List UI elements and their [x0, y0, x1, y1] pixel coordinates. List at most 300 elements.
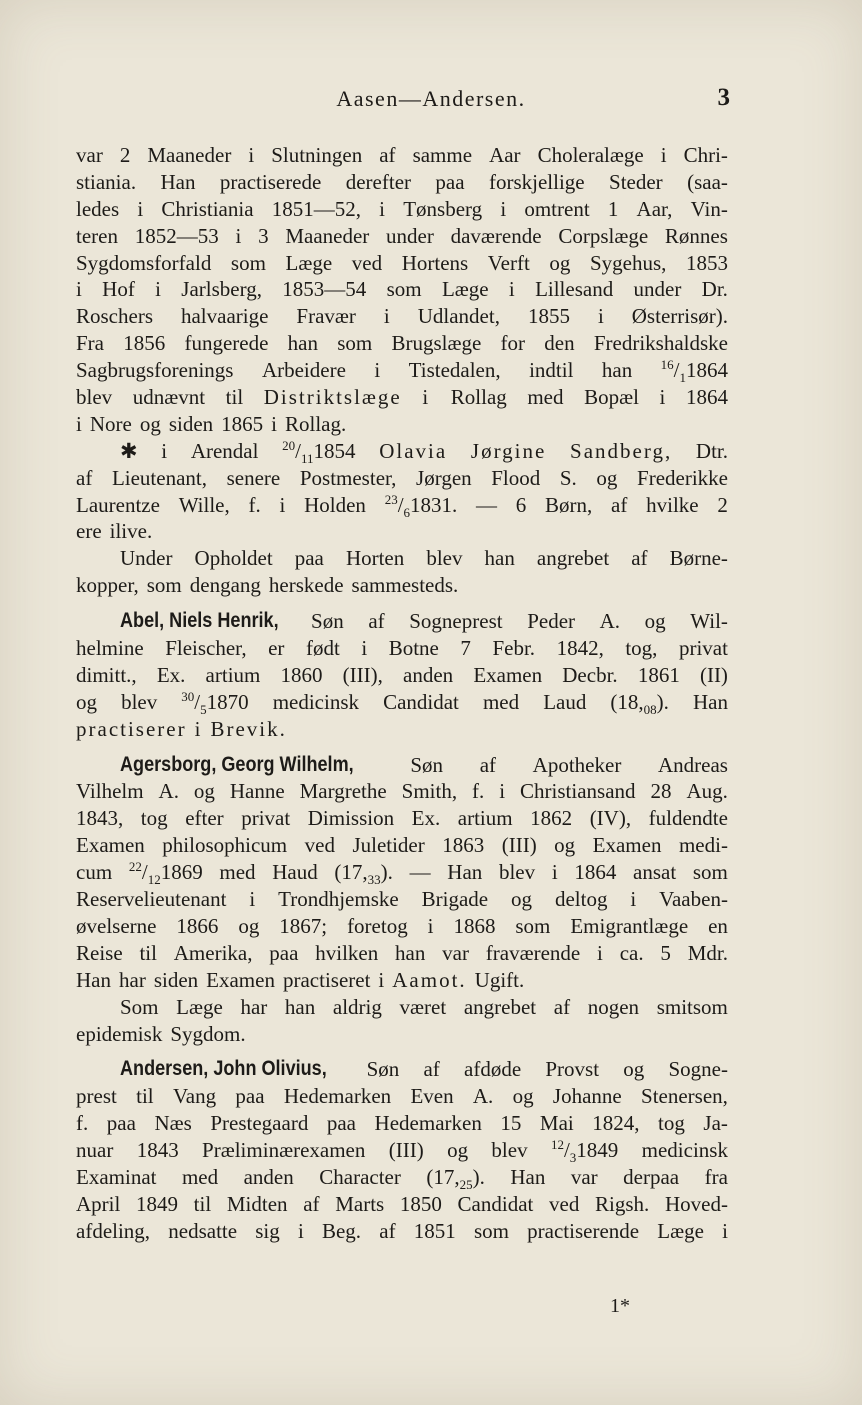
word: f. [248, 492, 261, 517]
word: Jørgine [470, 438, 547, 463]
word: i [248, 143, 255, 167]
word: i [271, 411, 277, 436]
text-line [76, 169, 728, 196]
word: Slutningen [271, 143, 363, 167]
word: Wil- [690, 609, 728, 634]
word: Examen [473, 662, 543, 687]
word: paa [269, 940, 299, 965]
word: medi- [678, 833, 728, 858]
word: 1865 [221, 411, 264, 436]
word: paa [435, 169, 465, 194]
word: Provst [545, 1057, 600, 1082]
word: har [119, 967, 146, 992]
text-line [76, 250, 728, 277]
word: Brugslæge [391, 331, 482, 356]
word: cum [76, 860, 113, 885]
word: A. [599, 609, 621, 634]
word: 1864 [574, 860, 617, 885]
word: Hedemarken [374, 1111, 482, 1136]
word: angrebet [536, 546, 610, 571]
word: siden [153, 967, 199, 992]
word: f. [76, 1111, 89, 1136]
text-line [76, 994, 728, 1021]
word: Ex. [156, 662, 186, 687]
word: — [409, 860, 431, 885]
word: Wille, [178, 492, 230, 517]
word: Corpslæge [558, 223, 649, 248]
word: Sandberg, [570, 438, 673, 463]
word: derefter [345, 169, 412, 194]
word: (III), [342, 662, 383, 687]
word: 28 [650, 779, 672, 804]
word: og [238, 913, 260, 938]
word: Søn [366, 1057, 400, 1082]
word: og [447, 1138, 469, 1163]
running-title: Aasen—Andersen. [336, 86, 526, 111]
text-line [76, 572, 728, 599]
word: hvilke [646, 492, 699, 517]
word: i [500, 196, 507, 221]
word: daværende [450, 223, 542, 248]
word: Læge [657, 1218, 704, 1243]
word: en [708, 913, 728, 938]
text-line [76, 635, 728, 662]
word: senere [226, 465, 281, 490]
word: og [623, 1057, 645, 1082]
word: 1 [607, 196, 619, 221]
word: blev [76, 385, 113, 410]
word: til [193, 1191, 212, 1216]
word: Andreas [657, 752, 728, 777]
word: Sygdom. [170, 1021, 246, 1046]
word: i [378, 967, 385, 992]
word: i [659, 385, 666, 410]
word: 1853 [686, 250, 728, 275]
date-or-grade: $^{20}/_{11}1854$ [282, 437, 356, 466]
word: Even [410, 1084, 454, 1109]
word: medicinsk [272, 689, 360, 714]
word: Børne- [669, 546, 728, 571]
word: i [427, 913, 434, 938]
word: omtrent [524, 196, 590, 221]
word: Laurentze [76, 492, 160, 517]
word: Roschers [76, 304, 153, 329]
word: i [155, 277, 161, 302]
word: til [136, 1084, 154, 1109]
word: paa [106, 1111, 136, 1136]
word: tog [140, 806, 168, 831]
word: i [279, 492, 286, 517]
text-line [76, 465, 728, 492]
body-text [76, 142, 728, 1245]
word: i [161, 438, 168, 463]
text-line [76, 832, 728, 859]
word: (III) [501, 833, 537, 858]
word: Examinat [76, 1164, 157, 1189]
word: April [76, 1191, 121, 1216]
word: blev [426, 546, 463, 571]
word: i [76, 411, 82, 436]
word: Ex. [411, 806, 441, 831]
word: Han [447, 860, 483, 885]
text-line [76, 752, 728, 779]
text-line [76, 1218, 728, 1245]
word: paa [294, 546, 324, 571]
word: ere [76, 519, 102, 544]
word: den [544, 331, 575, 356]
word: for [500, 331, 526, 356]
word: Steder [609, 169, 663, 194]
word: privat [241, 806, 291, 831]
word: han [395, 940, 426, 965]
text-line [76, 662, 728, 689]
word: og [549, 250, 571, 275]
word: Johanne [552, 1084, 622, 1109]
word: ved [351, 250, 383, 275]
word: Dimission [307, 806, 395, 831]
word: Udlandet, [417, 304, 500, 329]
word: forskjellige [488, 169, 585, 194]
word: er [268, 636, 285, 661]
word: (II) [699, 662, 728, 687]
word: blev [491, 1138, 528, 1163]
word: sammesteds. [351, 573, 459, 598]
word: Fredrikshaldske [593, 331, 728, 356]
word: 1842, [556, 636, 604, 661]
word: sig [255, 1218, 280, 1243]
word: som [473, 1218, 509, 1243]
word: ilive. [109, 519, 153, 544]
text-line [76, 223, 728, 250]
word: Marts [335, 1191, 385, 1216]
word: af [379, 143, 396, 167]
word: Østerrisør). [631, 304, 728, 329]
word: siden [168, 411, 214, 436]
word: Reise [76, 940, 123, 965]
word: Søn [410, 752, 444, 777]
word: 5 [660, 940, 671, 965]
word: 7 [460, 636, 471, 661]
text-line [76, 303, 728, 330]
word: deltog [554, 887, 608, 912]
word: Søn [311, 609, 344, 634]
word: Flood [491, 465, 541, 490]
text-line [76, 859, 728, 886]
word: med [527, 385, 564, 410]
word: Dr. [701, 277, 728, 302]
word: Vin- [690, 196, 728, 221]
word: Sogneprest [409, 609, 503, 634]
word: Ja- [703, 1111, 728, 1136]
word: Emigrantlæge [570, 913, 689, 938]
word: Choleralæge [537, 143, 644, 167]
word: i [235, 223, 242, 248]
word: som [386, 277, 422, 302]
word: Olavia [379, 438, 448, 463]
text-line [76, 805, 728, 832]
text-line [76, 1191, 728, 1218]
word: S. [559, 465, 577, 490]
word: 15 [500, 1111, 522, 1136]
word: 1843, [76, 806, 124, 831]
word: i [361, 636, 368, 661]
word: Fravær [296, 304, 356, 329]
word: Examen [206, 967, 275, 992]
word: Jørgen [416, 465, 472, 490]
word: som [230, 250, 266, 275]
word: Candidat [457, 1191, 534, 1216]
date-or-grade: $(17,_{33})$. [334, 860, 393, 888]
word: halvaarige [180, 304, 269, 329]
word: derpaa [623, 1164, 680, 1189]
word: ansat [633, 860, 677, 885]
word: 1867; [279, 913, 328, 938]
word: Apotheker [532, 752, 622, 777]
entry-name: Andersen, John Olivius, [120, 1057, 327, 1081]
word: dengang [189, 573, 261, 598]
word: artium [457, 806, 513, 831]
word: tog [658, 1111, 685, 1136]
word: i [597, 940, 603, 965]
word: Beg. [321, 1218, 362, 1243]
word: — [476, 492, 498, 517]
word: af [368, 609, 385, 634]
word: udnævnt [132, 385, 206, 410]
word: Decbr. [562, 662, 618, 687]
word: født [305, 636, 340, 661]
word: efter [185, 806, 224, 831]
word: har [240, 994, 268, 1019]
word: 1851 [413, 1218, 456, 1243]
word: Hoved- [664, 1191, 728, 1216]
word: Aar, [636, 196, 673, 221]
word: af [479, 752, 497, 777]
text-line [76, 608, 728, 635]
word: ✱ [120, 438, 138, 463]
word: nedsatte [168, 1218, 238, 1243]
word: Næs [154, 1111, 192, 1136]
word: som [515, 913, 551, 938]
word: practiseret [282, 967, 371, 992]
word: og [76, 689, 97, 714]
date-or-grade: $(17,_{25})$. [426, 1164, 485, 1193]
word: Aug. [686, 779, 728, 804]
word: practiserende [527, 1218, 640, 1243]
entry-separator [76, 599, 728, 608]
word: Postmester, [299, 465, 397, 490]
word: af [631, 546, 648, 571]
word: Under [120, 546, 173, 571]
word: Hortens [401, 250, 469, 275]
word: i [379, 196, 385, 221]
word: Fra [76, 331, 104, 356]
word: Dtr. [695, 438, 728, 463]
word: f. [472, 779, 485, 804]
word: A. [158, 779, 179, 804]
word: fuldendte [648, 806, 728, 831]
word: 1824, [592, 1111, 640, 1136]
word: aldrig [332, 994, 382, 1019]
word: Tønsberg [403, 196, 483, 221]
word: Midten [226, 1191, 288, 1216]
word: til [139, 940, 157, 965]
word: under [633, 277, 682, 302]
word: Ugift. [474, 967, 525, 992]
word: kopper, [76, 573, 139, 598]
word: Bopæl [584, 385, 639, 410]
word: ved [549, 1191, 580, 1216]
word: foretog [347, 913, 408, 938]
word: Verft [487, 250, 530, 275]
word: Amerika, [173, 940, 253, 965]
word: Rønnes [664, 223, 728, 248]
text-line [76, 689, 728, 716]
word: 1853—54 [282, 277, 367, 302]
word: i [194, 716, 203, 741]
date-or-grade: $^{16}/_11864$ [660, 357, 728, 386]
word: i [499, 779, 506, 804]
word: Margrethe [299, 779, 387, 804]
word: var [442, 940, 469, 965]
word: han [284, 994, 316, 1019]
entry-name: Abel, Niels Henrik, [120, 609, 279, 633]
word: ved [304, 833, 335, 858]
word: Botne [388, 636, 439, 661]
word: af [553, 994, 571, 1019]
word: anden [243, 1164, 294, 1189]
word: Juletider [352, 833, 425, 858]
word: Stenersen, [641, 1084, 728, 1109]
text-line [76, 1021, 728, 1048]
word: tog, [625, 636, 658, 661]
word: paa [235, 1084, 265, 1109]
word: Rollag [450, 385, 507, 410]
word: med [181, 1164, 219, 1189]
word: i [722, 1218, 728, 1243]
word: helmine [76, 636, 144, 661]
word: med [482, 689, 520, 714]
word: fra [704, 1164, 728, 1189]
word: var [76, 143, 103, 167]
word: Hedemarken [283, 1084, 392, 1109]
text-line [76, 276, 728, 303]
date-or-grade: $^{23}/_61831$. [384, 491, 458, 520]
word: Arendal [190, 438, 259, 463]
word: Mai [539, 1111, 574, 1136]
word: Examen [592, 833, 662, 858]
word: 1855 [527, 304, 570, 329]
word: Chri- [683, 143, 728, 167]
word: 1852—53 [134, 223, 219, 248]
word: (saa- [687, 169, 728, 194]
word: teren [76, 223, 118, 248]
word: 1851—52, [271, 196, 361, 221]
word: han [287, 331, 318, 356]
word: 1843 [136, 1138, 179, 1163]
text-line [76, 384, 728, 411]
word: i [551, 860, 558, 885]
word: philosophicum [162, 833, 288, 858]
word: Opholdet [194, 546, 273, 571]
word: (IV), [589, 806, 632, 831]
word: afdeling, [76, 1218, 151, 1243]
word: i [508, 277, 515, 302]
word: Vaaben- [659, 887, 728, 912]
text-line [76, 967, 728, 994]
date-or-grade: $(18,_{08})$. [610, 689, 669, 717]
word: Vilhelm [76, 779, 144, 804]
word: 1864 [685, 385, 728, 410]
word: herskede [268, 573, 344, 598]
date-or-grade: $^{22}/_{12}1869$ [128, 859, 203, 888]
word: og [139, 411, 161, 436]
word: paa [326, 1111, 357, 1136]
word: Horten [345, 546, 405, 571]
word: Maaneder [147, 143, 232, 167]
word: 6 [515, 492, 527, 517]
word: som [337, 331, 373, 356]
word: nogen [587, 994, 640, 1019]
word: Laud [543, 689, 587, 714]
text-line [76, 913, 728, 940]
text-line [76, 357, 728, 384]
word: Frederikke [637, 465, 728, 490]
word: Smith, [401, 779, 458, 804]
word: af [611, 492, 628, 517]
word: Læge [441, 277, 489, 302]
word: i [374, 358, 381, 383]
text-line [76, 411, 728, 438]
text-line [76, 492, 728, 519]
date-or-grade: $^{12}/_31849$ [550, 1137, 619, 1166]
word: medicinsk [641, 1138, 728, 1163]
word: Christiania [161, 196, 254, 221]
word: han [601, 358, 633, 383]
word: og [193, 779, 215, 804]
word: 1850 [399, 1191, 442, 1216]
word: dimitt., [76, 662, 137, 687]
word: anden [403, 662, 454, 687]
word: indtil [529, 358, 574, 383]
word: og [554, 833, 576, 858]
word: 1860 [280, 662, 323, 687]
word: 1861 [637, 662, 680, 687]
word: i [597, 304, 604, 329]
date-or-grade: $^{30}/_51870$ [181, 688, 249, 717]
signature-mark: 1* [610, 1295, 630, 1317]
word: Candidat [383, 689, 459, 714]
word: practiserede [219, 169, 322, 194]
word: Sygdomsforfald [76, 250, 212, 275]
word: Sagbrugsforenings [76, 358, 234, 383]
word: Rigsh. [595, 1191, 650, 1216]
word: epidemisk [76, 1021, 163, 1046]
word: i [383, 304, 390, 329]
word: Lieutenant, [111, 465, 207, 490]
text-line [76, 716, 728, 743]
word: angrebet [463, 994, 537, 1019]
text-line [76, 1056, 728, 1083]
word: practiserer [76, 716, 187, 741]
text-line [76, 438, 728, 465]
word: i [297, 1218, 304, 1243]
text-line [76, 1083, 728, 1110]
word: var [570, 1164, 598, 1189]
word: Læge [285, 250, 333, 275]
entry-separator [76, 1047, 728, 1056]
word: 2 [717, 492, 728, 517]
word: og [512, 1084, 534, 1109]
